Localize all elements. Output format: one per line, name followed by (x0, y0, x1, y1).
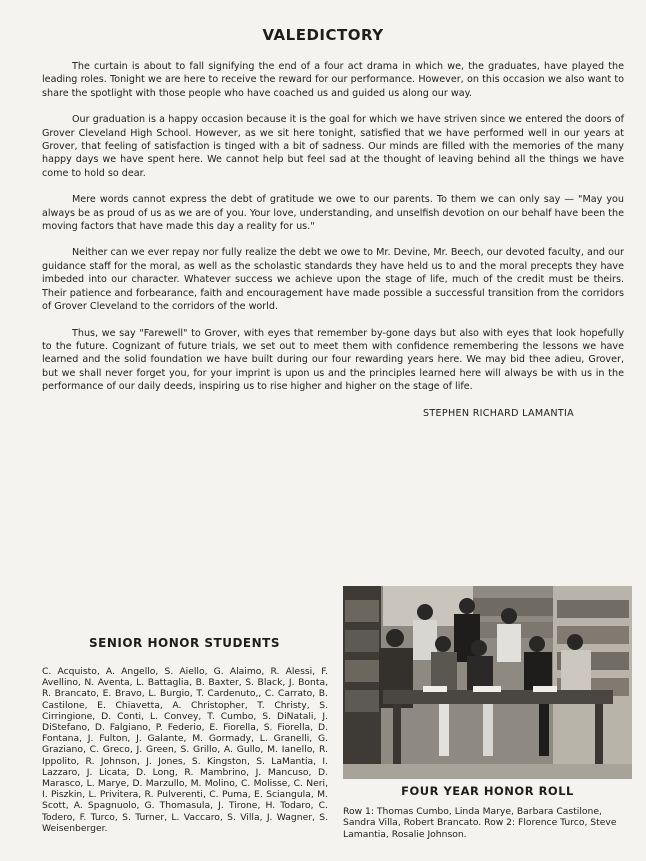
paragraph: Thus, we say "Farewell" to Grover, with eyes that remember by-gone days but also with eyes that look hopefully to the future. Cognizant of future trials, we set out to meet them with confidence remembering the lessons we have learned and the solid foundation we have built during our four rewarding years here. We may bid thee adieu, Grover, but we shall never forget you, for your imprint is upon us and the principles learned here will always be with us in the performance of our daily deeds, inspiring us to rise higher and higher on the stage of life. (42, 327, 624, 393)
paragraph: Our graduation is a happy occasion because it is the goal for which we have striven since we entered the doors of Grover Cleveland High School. However, as we sit here tonight, satisfied that we have performed well in our years at Grover, that feeling of satisfaction is tinged with a bit of sadness. Our minds are filled with the memories of the many happy days we have spent here. We cannot help but feel sad at the thought of leaving behind all the things we have come to hold so dear. (42, 114, 624, 179)
paragraph: Neither can we ever repay nor fully realize the debt we owe to Mr. Devine, Mr. Beech, our devoted faculty, and our guidance staff for the moral, as well as the scholastic standards they have held us to and the moral precepts they have imbeded into our character. Whatever success we achieve upon the stage of life, much of the credit must be theirs. Their patience and forbearance, faith and encouragement have made possible a successful transition from the corridors of Grover Cleveland to the corridors of the world. (42, 247, 624, 313)
honor-roll-heading: FOUR YEAR HONOR ROLL (401, 784, 574, 798)
signature: STEPHEN RICHARD LAMANTIA (423, 408, 574, 419)
page-title: VALEDICTORY (262, 26, 384, 44)
valedictory-body (42, 60, 624, 407)
honor-students-list: C. Acquisto, A. Angello, S. Aiello, G. Alaimo, R. Alessi, F. Avellino, N. Aventa, L. Battaglia, B. Baxter, S. Black, J. Bonta, R. Brancato, E. Bravo, L. Burgio, T. Cardenuto,, C. Carrato, B. Castilone, E. Chiavetta, A. Christopher, T. Christy, S. Cirringione, D. Conti, L. Convey, T. Cumbo, S. DiNatali, J. DiStefano, D. Falgiano, P. Federio, E. Fiorella, S. Fiorella, D. Fontana, J. Fulton, J. Galante, M. Gormady, L. Granelli, G. Graziano, C. Greco, J. Green, S. Grillo, A. Gullo, M. Ianello, R. Ippolito, R. Johnson, J. Jones, S. Kingston, S. LaMantia, I. Lazzaro, J. Licata, D. Long, R. Mambrino, J. Mancuso, D. Marasco, L. Marye, D. Marzullo, M. Molino, C. Molisse, C. Neri, I. Piszkin, L. Privitera, R. Pulverenti, C. Puma, E. Sciangula, M. Scott, A. Spagnuolo, G. Thomasula, J. Tirone, H. Todaro, C. Todero, F. Turco, S. Turner, L. Vaccaro, S. Villa, J. Wagner, S. Weisenberger. (42, 666, 328, 834)
honor-roll-photo (343, 586, 632, 779)
honor-students-heading: SENIOR HONOR STUDENTS (89, 636, 280, 650)
paragraph: Mere words cannot express the debt of gratitude we owe to our parents. To them we can only say — "May you always be as proud of us as we are of you. Your love, understanding, and unselfish devotion on our behalf have been the moving factors that have made this day a reality for us." (42, 194, 624, 233)
honor-roll-caption: Row 1: Thomas Cumbo, Linda Marye, Barbara Castilone, Sandra Villa, Robert Brancato. Row 2: Florence Turco, Steve Lamantia, Rosalie Johnson. (343, 806, 617, 840)
paragraph: The curtain is about to fall signifying the end of a four act drama in which we, the graduates, have played the leading roles. Tonight we are here to receive the reward for our performance. However, on this occasion we also want to share the spotlight with those people who have coached us and guided us along our way. (42, 61, 624, 99)
